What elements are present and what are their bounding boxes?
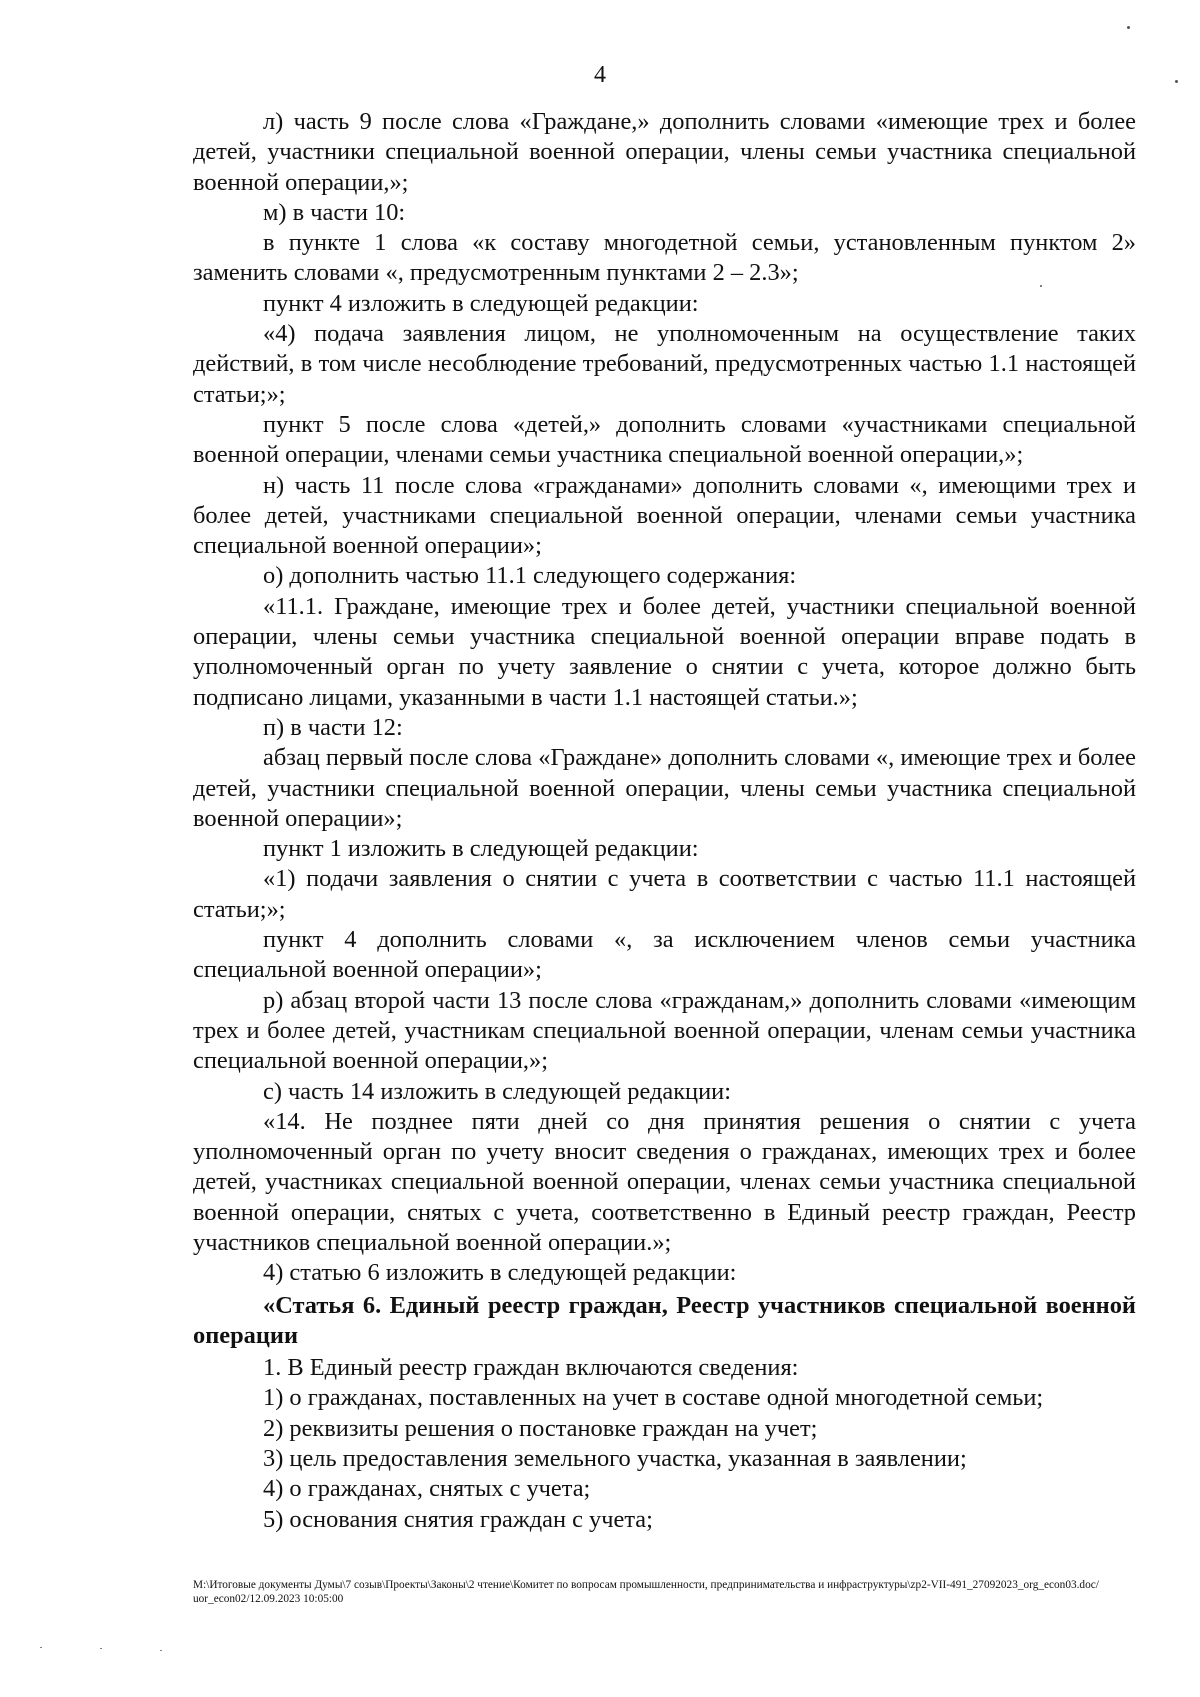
scan-speck [1127, 26, 1130, 29]
scan-speck [1175, 80, 1178, 83]
paragraph-m: м) в части 10: [263, 198, 406, 226]
paragraph-l: л) часть 9 после слова «Граждане,» дополнить словами «имеющие трех и более детей, участники специальной военной операции, члены семьи участника специальной военной операции,»; [193, 108, 1136, 196]
paragraph-4: 4) статью 6 изложить в следующей редакции: [263, 1259, 737, 1287]
paragraph-o-text: «11.1. Граждане, имеющие трех и более детей, участники специальной военной операции, члены семьи участника специальной военной операции вправе подать в уполномоченный орган по учету заявление о снятии с учета, которое должно быть подписано лицами, указанными в части 1.1 настоящей статьи.»; [193, 592, 1136, 711]
scan-speck [1040, 285, 1042, 287]
scan-speck [40, 1647, 42, 1648]
article-6-item-1: 1) о гражданах, поставленных на учет в составе одной многодетной семьи; [263, 1384, 1044, 1412]
article-6-item-5: 5) основания снятия граждан с учета; [263, 1505, 653, 1533]
article-6-part-1: 1. В Единый реестр граждан включаются сведения: [263, 1354, 799, 1382]
paragraph-n: н) часть 11 после слова «гражданами» дополнить словами «, имеющими трех и более детей, участниками специальной военной операции, членами семьи участника специальной военной операции»; [193, 471, 1136, 560]
paragraph-p-abzac-1: абзац первый после слова «Граждане» дополнить словами «, имеющие трех и более детей, участники специальной военной операции, члены семьи участника специальной военной операции»; [193, 744, 1136, 832]
paragraph-p-item-1-intro: пункт 1 изложить в следующей редакции: [263, 835, 699, 863]
page-number: 4 [594, 62, 606, 88]
paragraph-p-item-4: пункт 4 дополнить словами «, за исключением членов семьи участника специальной военной операции»; [193, 926, 1136, 984]
paragraph-s: с) часть 14 изложить в следующей редакции: [263, 1077, 731, 1105]
scan-speck [160, 1650, 162, 1651]
document-body [193, 107, 1136, 1535]
paragraph-p-item-1-text: «1) подачи заявления о снятии с учета в соответствии с частью 11.1 настоящей статьи;»; [193, 865, 1136, 923]
paragraph-m-item-4-text: «4) подача заявления лицом, не уполномоченным на осуществление таких действий, в том числе несоблюдение требований, предусмотренных частью 1.1 настоящей статьи;»; [193, 320, 1136, 408]
article-6-item-2: 2) реквизиты решения о постановке граждан на учет; [263, 1414, 818, 1442]
article-6-heading: «Статья 6. Единый реестр граждан, Реестр участников специальной военной операции [193, 1291, 1136, 1349]
paragraph-o: о) дополнить частью 11.1 следующего содержания: [263, 562, 797, 590]
paragraph-p: п) в части 12: [263, 713, 403, 741]
article-6-item-3: 3) цель предоставления земельного участка, указанная в заявлении; [263, 1445, 967, 1473]
paragraph-m-item-1: в пункте 1 слова «к составу многодетной семьи, установленным пунктом 2» заменить словами «, предусмотренным пунктами 2 – 2.3»; [193, 229, 1136, 287]
article-6-item-4: 4) о гражданах, снятых с учета; [263, 1475, 591, 1503]
paragraph-m-item-4-intro: пункт 4 изложить в следующей редакции: [263, 289, 699, 317]
paragraph-r: р) абзац второй части 13 после слова «гражданам,» дополнить словами «имеющим трех и более детей, участникам специальной военной операции, членам семьи участника специальной военной операции,»; [193, 986, 1136, 1075]
paragraph-m-item-5: пункт 5 после слова «детей,» дополнить словами «участниками специальной военной операции, членами семьи участника специальной военной операции,»; [193, 410, 1136, 469]
scan-speck [100, 1648, 102, 1649]
footer-file-path: М:\Итоговые документы Думы\7 созыв\Проекты\Законы\2 чтение\Комитет по вопросам промышленности, предпринимательства и инфраструктуры\zp2-VII-491_27092023_org_econ03.doc/ uor_econ02/12.09.2023 10:05:00 [193, 1579, 1099, 1605]
paragraph-s-text: «14. Не позднее пяти дней со дня принятия решения о снятии с учета уполномоченный орган по учету вносит сведения о гражданах, имеющих трех и более детей, участниках специальной военной операции, членах семьи участника специальной военной операции, снятых с учета, соответственно в Единый реестр граждан, Реестр участников специальной военной операции.»; [193, 1107, 1136, 1256]
